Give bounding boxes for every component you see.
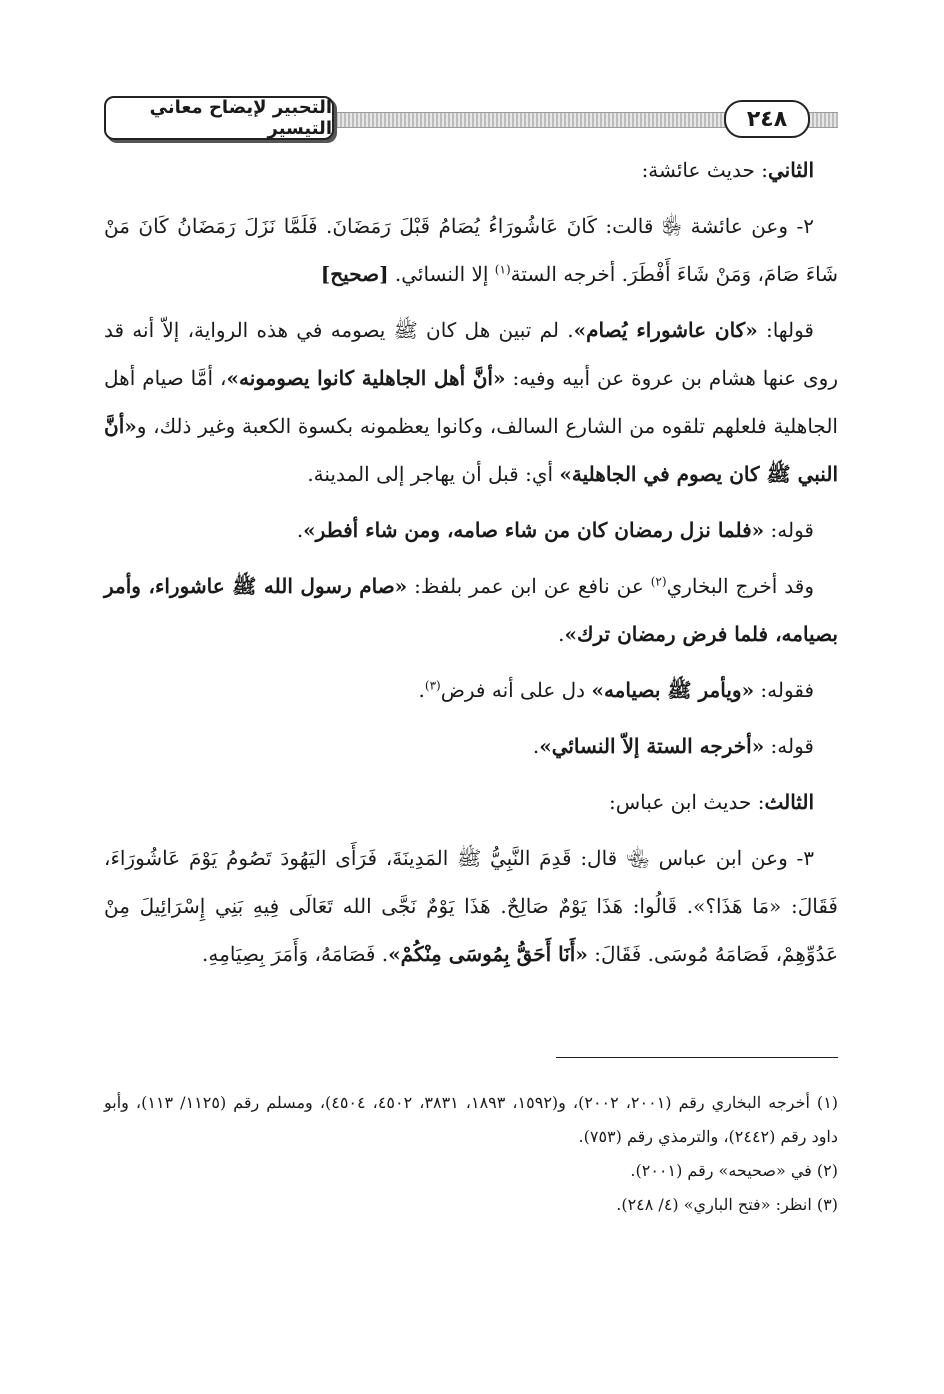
section-text: : حديث ابن عباس: <box>609 790 765 814</box>
footnote-ref-1: (١) <box>494 262 511 277</box>
quoted-phrase: «أَنَا أَحَقُّ بِمُوسَى مِنْكُمْ» <box>388 942 588 966</box>
commentary-text: قوله: <box>764 734 814 758</box>
quoted-phrase: «فلما نزل رمضان كان من شاء صامه، ومن شاء أفطر» <box>303 518 765 542</box>
section-text: : حديث عائشة: <box>641 158 768 182</box>
quoted-phrase: «ويأمر ﷺ بصيامه» <box>591 678 755 702</box>
commentary-text: أي: قبل أن يهاجر إلى المدينة. <box>307 462 560 486</box>
quoted-phrase: «أنَّ أهل الجاهلية كانوا يصومونه» <box>226 366 506 390</box>
commentary-text: دل على أنه فرض <box>440 678 592 702</box>
page-body <box>104 146 838 978</box>
commentary-paragraph-5 <box>104 722 838 770</box>
page-header <box>104 96 838 142</box>
commentary-paragraph-4 <box>104 666 838 714</box>
commentary-text: قوله: <box>764 518 814 542</box>
commentary-text: عن نافع عن ابن عمر بلفظ: <box>407 574 651 598</box>
commentary-text: فقوله: <box>754 678 814 702</box>
footnote-ref-3: (٣) <box>424 678 441 693</box>
commentary-text: قولها: <box>757 318 814 342</box>
footnote-2: (٢) في «صحيحه» رقم (٢٠٠١). <box>630 1161 838 1180</box>
footnote-1: (١) أخرجه البخاري رقم (٢٠٠١، ٢٠٠٢)، و(١٥٩٢، ١٨٩٣، ٣٨٣١، ٤٥٠٢، ٤٥٠٤)، ومسلم رقم (١١٢٥/ ١١٣)، وأبو داود رقم (٢٤٤٢)، والترمذي رقم (٧٥٣). <box>104 1093 839 1146</box>
hadith-grade: [صحيح] <box>320 262 389 286</box>
commentary-text: . <box>532 734 540 758</box>
hadith-paragraph-2 <box>104 202 838 298</box>
hadith-text: . فَصَامَهُ، وَأَمَرَ بِصِيَامِهِ. <box>202 942 389 966</box>
section-label: الثالث <box>764 790 814 814</box>
quoted-phrase: «أخرجه الستة إلاّ النسائي» <box>539 734 765 758</box>
hadith-text: ٢- وعن عائشة ﵂ قالت: كَانَ عَاشُورَاءُ يُصَامُ قَبْلَ رَمَضَانَ. فَلَمَّا نَزَلَ رَمَضَانُ كَانَ مَنْ شَاءَ صَامَ، وَمَنْ شَاءَ أَفْطَرَ. أخرجه الستة <box>104 214 838 286</box>
footnote-ref-2: (٢) <box>650 574 667 589</box>
commentary-text: . لم تبين هل كان ﷺ يصومه في هذه الرواية، إلاّ أنه قد روى عنها هشام بن عروة عن أبيه وفيه: <box>104 318 838 390</box>
commentary-text: وقد أخرج البخاري <box>666 574 814 598</box>
book-title: التحبير لإيضاح معاني التيسير <box>104 96 334 140</box>
commentary-text: . <box>296 518 304 542</box>
section-heading-third <box>104 778 838 826</box>
commentary-paragraph-1 <box>104 306 838 498</box>
footnotes <box>104 1086 838 1222</box>
commentary-paragraph-2 <box>104 506 838 554</box>
quoted-phrase: «أنَّ النبي ﷺ كان يصوم في الجاهلية» <box>104 414 838 486</box>
hadith-tail: إلا النسائي. <box>388 262 495 286</box>
section-label: الثاني <box>767 158 814 182</box>
hadith-paragraph-3 <box>104 834 838 978</box>
commentary-text: . <box>558 622 565 646</box>
footnote-separator <box>556 1057 838 1058</box>
commentary-paragraph-3 <box>104 562 838 658</box>
commentary-text: ، أمَّا صيام أهل الجاهلية فلعلهم تلقوه من الشارع السالف، وكانوا يعظمونه بكسوة الكعبة وغير ذلك، و <box>104 366 838 438</box>
quoted-phrase: «صام رسول الله ﷺ عاشوراء، وأمر بصيامه، فلما فرض رمضان ترك» <box>104 574 838 646</box>
footnote-3: (٣) انظر: «فتح الباري» (٤/ ٢٤٨). <box>616 1195 838 1214</box>
hadith-text: ٣- وعن ابن عباس ﵄ قال: قَدِمَ النَّبِيُّ ﷺ المَدِينَةَ، فَرَأَى اليَهُودَ تَصُومُ يَوْمَ عَاشُورَاءَ، فَقَالَ: «مَا هَذَا؟». قَالُوا: هَذَا يَوْمٌ صَالِحٌ. هَذَا يَوْمٌ نَجَّى الله تَعَالَى فِيهِ بَنِي إِسْرَائِيلَ مِنْ عَدُوِّهِمْ، فَصَامَهُ مُوسَى. فَقَالَ: <box>104 846 838 966</box>
section-heading-second <box>104 146 838 194</box>
quoted-phrase: «كان عاشوراء يُصام» <box>573 318 758 342</box>
page-number: ٢٤٨ <box>724 100 810 138</box>
commentary-text: . <box>418 678 425 702</box>
